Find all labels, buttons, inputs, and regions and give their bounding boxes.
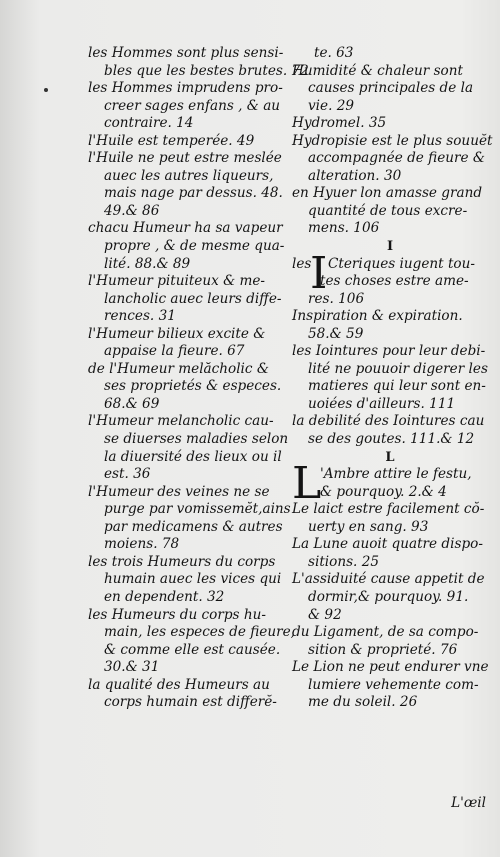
index-entry-line — [88, 256, 288, 274]
entry-text: quantité de tous excre- — [308, 202, 468, 219]
index-entry-line — [292, 607, 488, 625]
entry-text: l'Humeur des veines ne se — [88, 483, 270, 500]
index-entry-line — [88, 501, 291, 519]
entry-text: Cteriques iugent tou- — [328, 255, 475, 272]
index-entry-line — [88, 220, 288, 238]
entry-text: 58.& 59 — [308, 325, 364, 342]
index-entry-line — [292, 519, 488, 537]
index-entry-line — [88, 326, 288, 344]
entry-text: & comme elle est causée. — [104, 641, 281, 658]
entry-text: uerty en sang. 93 — [308, 518, 429, 535]
index-entry-line — [292, 484, 488, 502]
entry-text: en Hyuer lon amasse grand — [292, 185, 483, 202]
index-entry-line — [88, 115, 288, 133]
index-entry-line — [88, 150, 288, 168]
index-entry-line — [88, 659, 288, 677]
entry-text: Le Lion ne peut endurer vne — [292, 659, 489, 676]
index-entry-line — [292, 501, 488, 519]
entry-text: accompagnée de fieure & — [308, 150, 485, 167]
index-entry-line — [292, 308, 488, 326]
index-entry-line — [292, 115, 488, 133]
entry-text: humain auec les vices qui — [104, 571, 282, 588]
index-entry-line — [292, 132, 493, 151]
index-entry-line — [88, 484, 288, 502]
index-entry-line — [88, 642, 288, 660]
entry-text: causes principales de la — [308, 80, 474, 97]
index-entry-line — [88, 291, 288, 309]
entry-text: 49.& 86 — [104, 202, 160, 219]
entry-text: uoiées d'ailleurs. 111 — [308, 395, 456, 412]
index-entry-line — [88, 571, 288, 589]
index-entry-line — [292, 45, 488, 63]
drop-capital: I — [310, 247, 328, 299]
entry-text: ses proprietés & especes. — [104, 378, 282, 395]
index-entry-line — [88, 449, 288, 467]
index-entry-line — [88, 677, 288, 695]
index-column-left — [88, 45, 309, 712]
index-entry-line — [292, 361, 488, 379]
entry-text: du Ligament, de sa compo- — [292, 624, 479, 641]
entry-text: l'Humeur melancholic cau- — [88, 413, 274, 430]
index-entry-line — [88, 308, 288, 326]
entry-text: sition & proprieté. 76 — [308, 641, 458, 658]
entry-prefix: les — [292, 255, 312, 272]
entry-text: contraire. 14 — [104, 115, 194, 132]
index-entry-line — [292, 571, 488, 589]
entry-text: propre , & de mesme qua- — [104, 238, 285, 255]
index-entry-line — [88, 45, 288, 63]
entry-text: lumiere vehemente com- — [308, 676, 479, 693]
index-entry-line — [292, 378, 488, 396]
index-entry-line — [292, 431, 488, 449]
index-entry-line — [88, 238, 288, 256]
entry-text: de l'Humeur melăcholic & — [88, 360, 269, 377]
drop-capital: L — [292, 458, 322, 510]
index-entry-line — [88, 589, 288, 607]
index-entry-line — [88, 431, 288, 449]
entry-text: vie. 29 — [308, 97, 355, 114]
index-entry-line — [88, 607, 288, 625]
entry-text: lité ne pouuoir digerer les — [308, 360, 488, 377]
entry-text: l'Huile ne peut estre meslée — [88, 150, 282, 167]
entry-text: la diuersité des lieux ou il — [104, 448, 282, 465]
entry-text: res. 106 — [308, 290, 365, 307]
entry-text: alteration. 30 — [308, 167, 402, 184]
index-entry-line — [88, 185, 288, 203]
entry-text: creer sages enfans , & au — [104, 97, 281, 114]
index-entry-line — [88, 536, 288, 554]
entry-text: la debilité des Iointures cau — [292, 413, 485, 430]
entry-text: dormir,& pourquoy. 91. — [308, 588, 469, 605]
entry-text: les Hommes imprudens pro- — [88, 80, 283, 97]
index-entry-line — [292, 642, 488, 660]
index-column-right — [292, 45, 493, 712]
entry-text: te. 63 — [314, 45, 354, 61]
index-entry-line — [292, 220, 488, 238]
entry-text: l'Humeur bilieux excite & — [88, 325, 266, 342]
entry-text: Inspiration & expiration. — [292, 308, 463, 325]
entry-text: appaise la fieure. 67 — [104, 343, 245, 360]
entry-text: main, les especes de fieure, — [104, 624, 295, 641]
entry-text: 'Ambre attire le festu, — [320, 466, 472, 483]
entry-text: l'Humeur pituiteux & me- — [88, 273, 266, 290]
index-entry-line — [88, 554, 288, 572]
entry-text: & pourquoy. 2.& 4 — [320, 483, 447, 500]
index-entry-line — [292, 694, 488, 712]
entry-text: sitions. 25 — [308, 553, 379, 570]
entry-text: auec les autres liqueurs, — [104, 167, 274, 184]
entry-text: lité. 88.& 89 — [104, 255, 191, 272]
entry-text: 68.& 69 — [104, 395, 160, 412]
index-entry-line — [88, 519, 288, 537]
index-entry-line — [88, 694, 288, 712]
entry-text: L'assiduité cause appetit de — [292, 571, 485, 588]
index-entry-line — [88, 203, 288, 221]
index-entry-line — [292, 185, 488, 203]
entry-text: Humidité & chaleur sont — [292, 62, 463, 79]
entry-text: rences. 31 — [104, 308, 176, 325]
index-entry-line — [292, 677, 488, 695]
entry-text: l'Huile est temperée. 49 — [88, 132, 255, 149]
index-entry-line — [292, 203, 488, 221]
entry-text: chacu Humeur ha sa vapeur — [88, 220, 283, 237]
index-entry-line — [88, 98, 288, 116]
index-entry-line — [292, 326, 488, 344]
index-entry-line — [292, 396, 488, 414]
entry-text: La Lune auoit quatre dispo- — [292, 536, 483, 553]
entry-text: moiens. 78 — [104, 536, 180, 553]
entry-text: les trois Humeurs du corps — [88, 553, 276, 570]
section-letter — [292, 449, 488, 467]
entry-text: Le laict estre facilement cŏ- — [292, 501, 485, 518]
index-entry-line — [292, 98, 488, 116]
index-entry-line — [88, 624, 295, 642]
index-entry-line — [88, 133, 288, 151]
index-entry-line — [292, 659, 488, 677]
index-entry-line — [88, 413, 288, 431]
catchword: L'œil — [451, 795, 486, 811]
entry-text: les Hommes sont plus sensi- — [88, 45, 284, 61]
index-entry-line — [292, 150, 488, 168]
entry-text: 30.& 31 — [104, 659, 160, 676]
entry-text: les Humeurs du corps hu- — [88, 606, 266, 623]
entry-text: bles que les bestes brutes. 72 — [104, 62, 309, 79]
index-entry-line — [292, 343, 488, 361]
index-entry-line — [88, 62, 309, 81]
entry-text: tes choses estre ame- — [320, 273, 469, 290]
index-entry-line — [292, 80, 488, 98]
entry-text: lancholic auec leurs diffe- — [104, 290, 282, 307]
entry-text: & 92 — [308, 606, 342, 623]
entry-text: purge par vomissemĕt,ains — [104, 501, 291, 518]
index-entry-line — [88, 343, 288, 361]
entry-text: Hydromel. 35 — [292, 115, 387, 132]
entry-text: I — [386, 239, 394, 255]
entry-text: par medicamens & autres — [104, 518, 283, 535]
entry-text: mais nage par dessus. 48. — [104, 185, 283, 202]
index-entry-line — [88, 361, 288, 379]
index-entry-line — [88, 396, 288, 414]
entry-text: en dependent. 32 — [104, 588, 225, 605]
index-entry-line — [292, 554, 488, 572]
index-entry-line — [292, 63, 488, 81]
index-entry-line — [292, 589, 488, 607]
entry-text: L — [385, 449, 395, 465]
entry-text: la qualité des Humeurs au — [88, 676, 270, 693]
entry-text: me du soleil. 26 — [308, 694, 418, 711]
index-entry-line — [88, 466, 288, 484]
index-entry-line — [292, 624, 488, 642]
ink-speck — [44, 88, 48, 92]
index-entry-line — [292, 413, 488, 431]
entry-text: corps humain est differĕ- — [104, 694, 277, 711]
entry-text: matieres qui leur sont en- — [308, 378, 486, 395]
entry-text: est. 36 — [104, 466, 151, 483]
entry-text: Hydropisie est le plus souuĕt — [292, 132, 493, 149]
index-entry-line — [88, 80, 288, 98]
index-entry-line — [292, 536, 488, 554]
index-entry-line — [88, 378, 288, 396]
entry-text: les Iointures pour leur debi- — [292, 343, 486, 360]
entry-text: se des goutes. 111.& 12 — [308, 431, 475, 448]
index-entry-line — [292, 168, 488, 186]
entry-text: mens. 106 — [308, 220, 380, 237]
index-entry-line — [88, 273, 288, 291]
entry-text: se diuerses maladies selon — [104, 431, 289, 448]
index-entry-line — [292, 291, 488, 309]
index-entry-line — [88, 168, 288, 186]
index-entry-line — [292, 273, 488, 291]
